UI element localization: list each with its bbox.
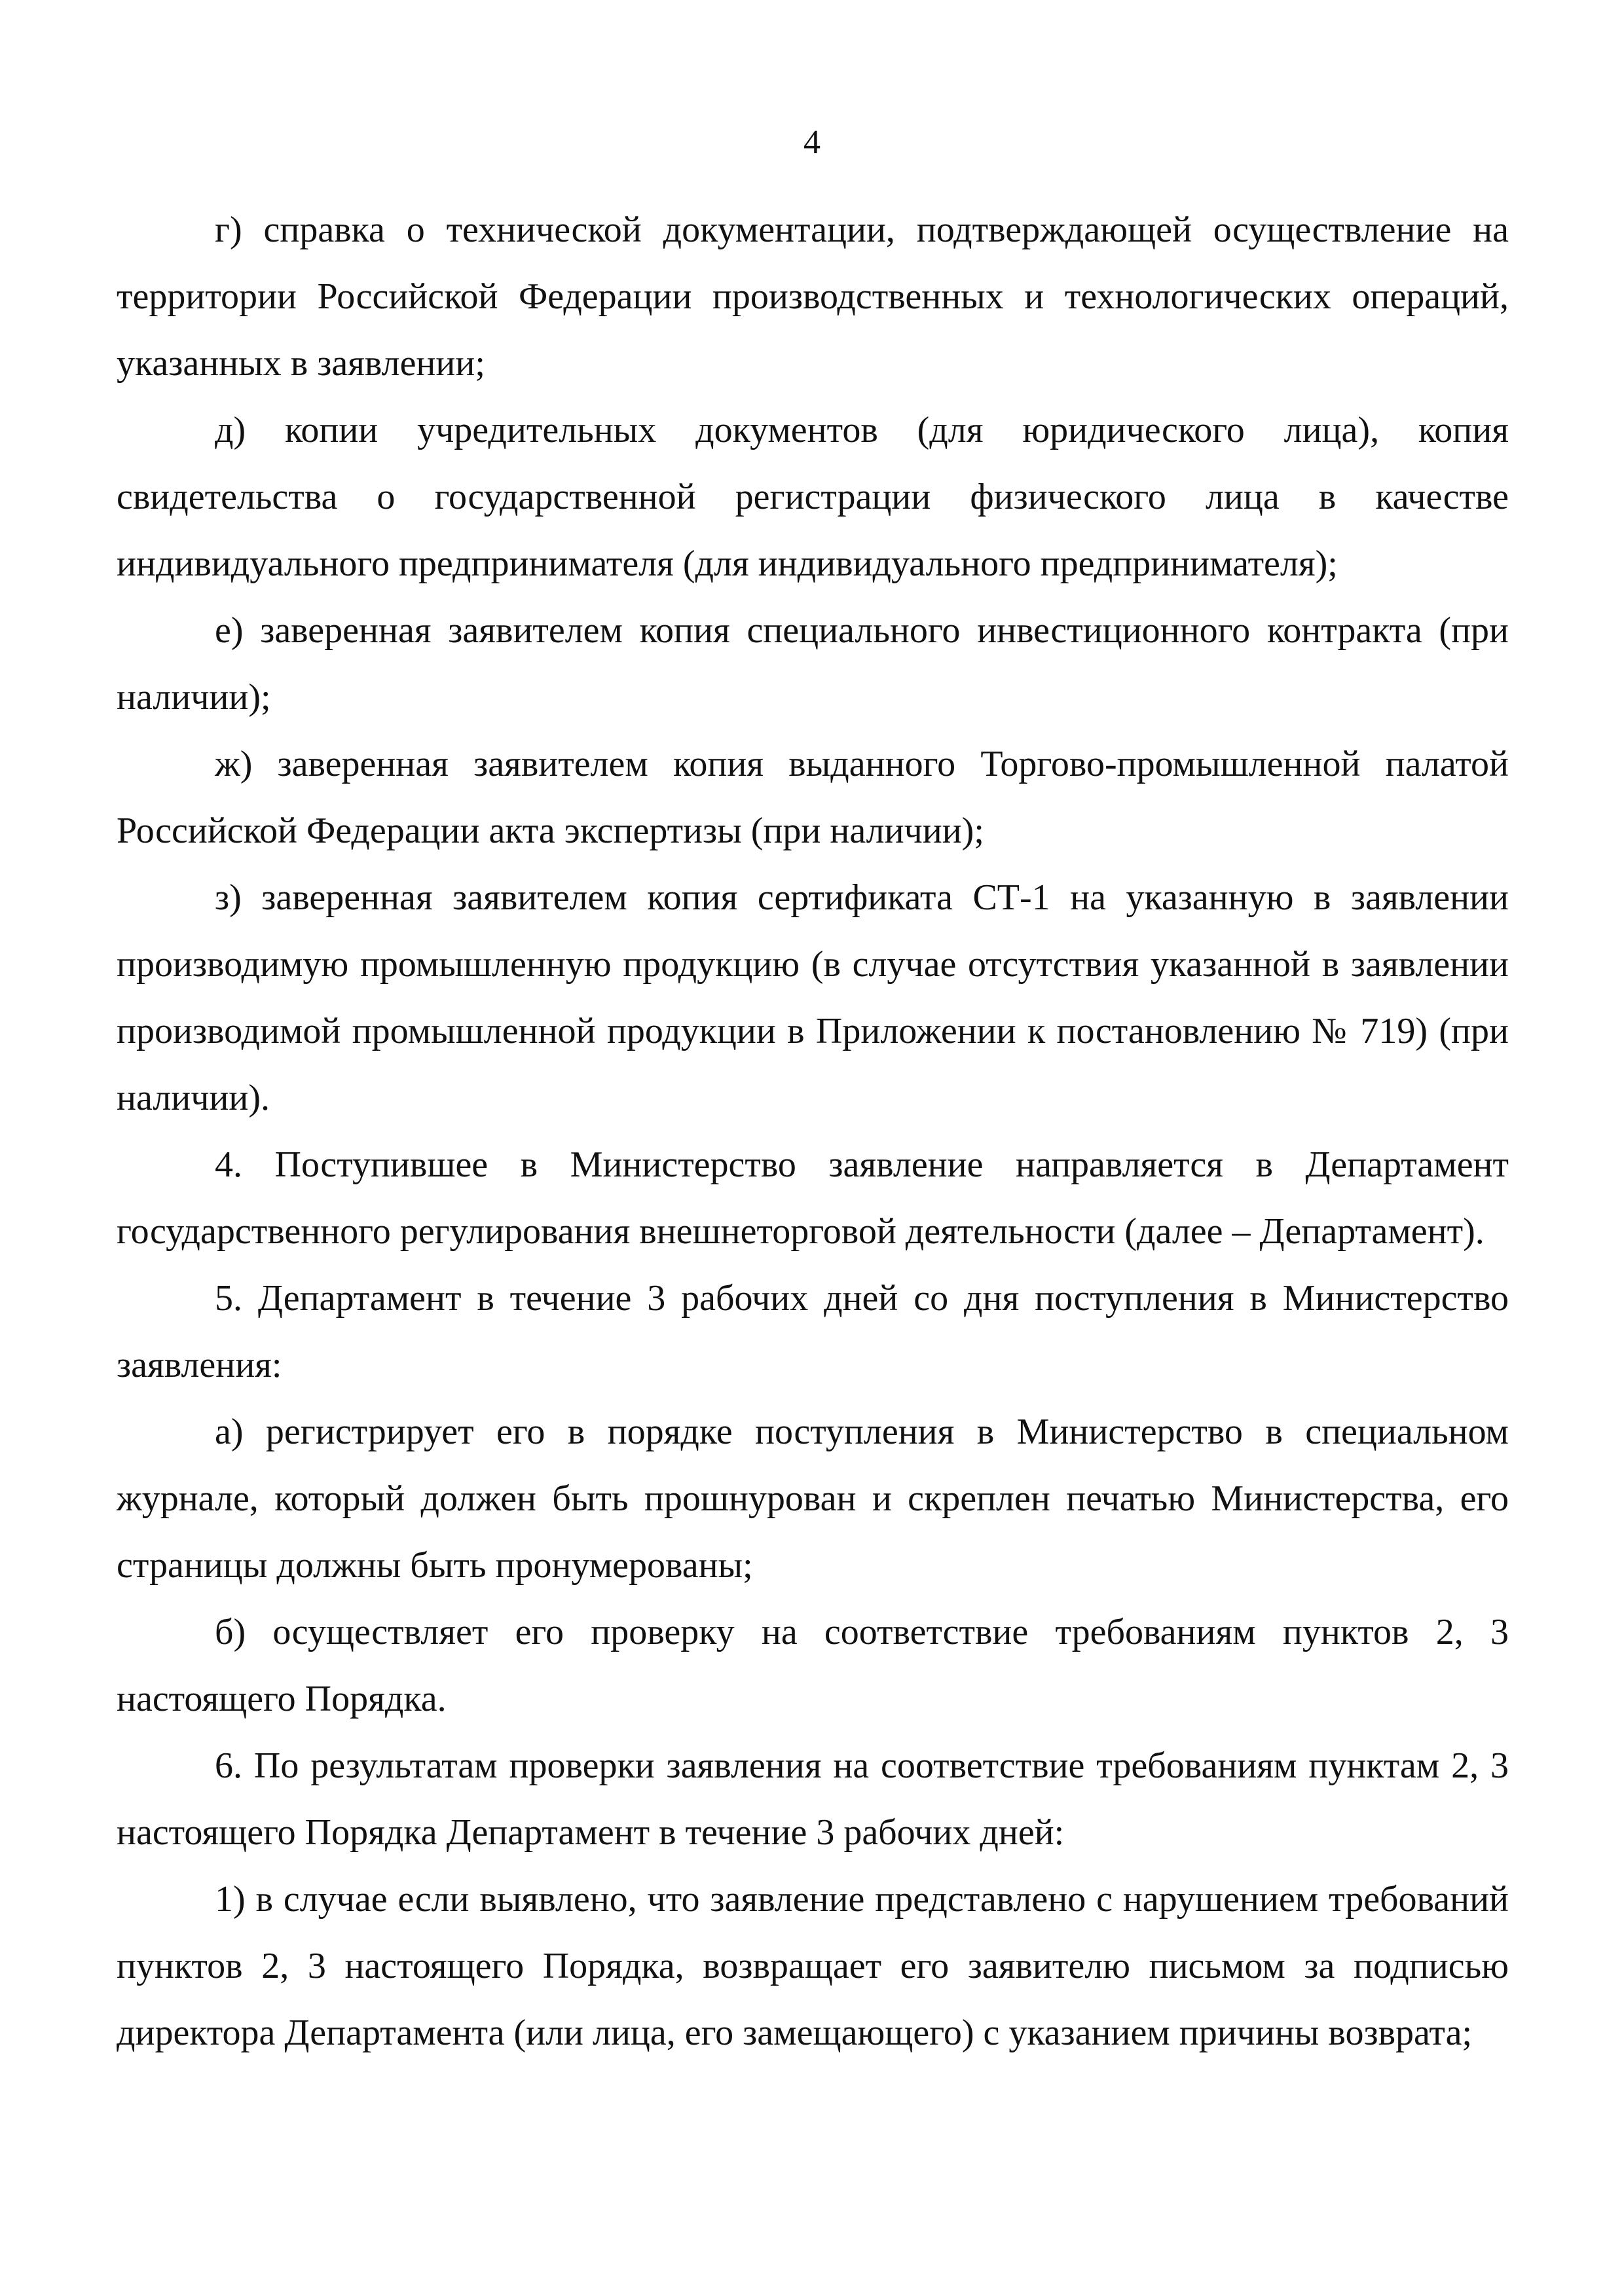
paragraph-zh: ж) заверенная заявителем копия выданного Торгово-промышленной палатой Российской Федерации акта экспертизы (при наличии); bbox=[117, 744, 1509, 851]
paragraph-item-4: 4. Поступившее в Министерство заявление направляется в Департамент государственного регулирования внешнеторговой деятельности (далее – Департамент). bbox=[117, 1144, 1509, 1252]
page-number: 4 bbox=[803, 124, 821, 161]
paragraph-e: е) заверенная заявителем копия специального инвестиционного контракта (при наличии); bbox=[117, 610, 1509, 718]
paragraph-item-5a: а) регистрирует его в порядке поступления в Министерство в специальном журнале, который должен быть прошнурован и скреплен печатью Министерства, его страницы должны быть пронумерованы; bbox=[117, 1412, 1509, 1586]
paragraph-item-5: 5. Департамент в течение 3 рабочих дней со дня поступления в Министерство заявления: bbox=[117, 1278, 1509, 1385]
paragraph-item-6: 6. По результатам проверки заявления на соответствие требованиям пунктам 2, 3 настоящего Порядка Департамент в течение 3 рабочих дней: bbox=[117, 1745, 1509, 1853]
paragraph-z: з) заверенная заявителем копия сертификата СТ-1 на указанную в заявлении производимую промышленную продукцию (в случае отсутствия указанной в заявлении производимой промышленной продукции в Приложении к постановлению № 719) (при наличии). bbox=[117, 877, 1509, 1118]
paragraph-d: д) копии учредительных документов (для юридического лица), копия свидетельства о государственной регистрации физического лица в качестве индивидуального предпринимателя (для индивидуального предпринимателя); bbox=[117, 410, 1509, 584]
paragraph-item-6-1: 1) в случае если выявлено, что заявление представлено с нарушением требований пунктов 2, 3 настоящего Порядка, возвращает его заявителю письмом за подписью директора Департамента (или лица, его замещающего) с указанием причины возврата; bbox=[117, 1879, 1509, 2053]
paragraph-g: г) справка о технической документации, подтверждающей осуществление на территории Российской Федерации производственных и технологических операций, указанных в заявлении; bbox=[117, 210, 1509, 384]
paragraph-item-5b: б) осуществляет его проверку на соответствие требованиям пунктов 2, 3 настоящего Порядка. bbox=[117, 1612, 1509, 1719]
document-body bbox=[117, 196, 1509, 2066]
